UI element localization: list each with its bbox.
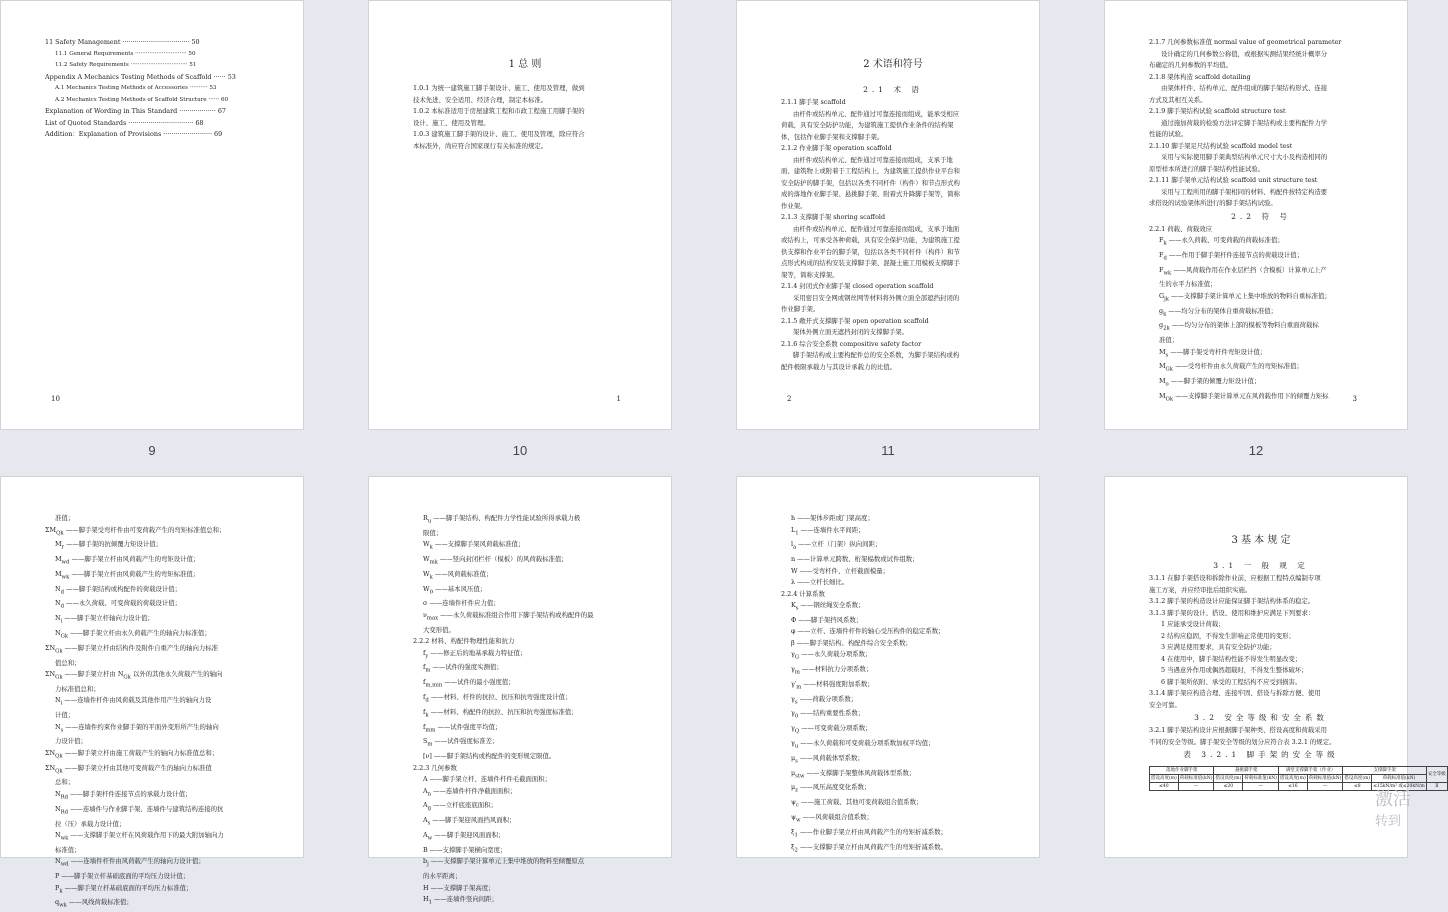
text-line: 力标准值总和； xyxy=(55,684,100,693)
table-header-cell: 支撑脚手架 xyxy=(1343,767,1426,775)
text-line: $G_{jk}$ ——支撑脚手架计算单元上集中堆放的物料自重标准值； xyxy=(1159,291,1331,303)
text-line: 准值； xyxy=(1159,336,1179,345)
text-line: 架体外侧立面无遮挡封闭的支撑脚手架。 xyxy=(793,328,909,336)
page-footer-number: 10 xyxy=(51,395,60,403)
text-line: W ——受弯杆件、立杆截面模量； xyxy=(791,566,890,575)
page-footer-number: 2 xyxy=(787,395,792,403)
text-line: $\Sigma N_{Gk}$ ——脚手架立杆由 $N_{Gk}$ 以外的其他永久荷载产生的轴向 xyxy=(45,670,223,681)
text-line: 2.1 术 语 xyxy=(863,85,923,94)
text-line: 2.2.1 荷载、荷载效应 xyxy=(1149,224,1213,233)
text-line: $K_s$ ——钢丝绳安全系数； xyxy=(791,601,865,612)
page-thumbnail[interactable] xyxy=(736,476,1040,858)
text-line: 3.1.4 脚手架应构造合理、连接牢固、搭设与拆除方便、使用 xyxy=(1149,689,1321,697)
text-line: $\mu_s$ ——风荷载体型系数； xyxy=(791,753,864,765)
table-header-cell: 落地作业脚手架 xyxy=(1150,767,1214,775)
page-content xyxy=(45,513,269,912)
text-line: $\gamma'_m$ ——材料强度附加系数； xyxy=(791,679,874,691)
text-line: 作业架。 xyxy=(781,201,807,210)
text-line: $f_m$ ——试件的强度实测值； xyxy=(423,663,503,674)
text-line: Addition：Explanation of Provisions ························ 69 xyxy=(45,130,223,138)
text-line: $\Sigma N_{Gk}$ ——脚手架立杆由结构件及附件自重产生的轴向力标准 xyxy=(45,643,219,655)
text-line: $A_w$ ——脚手架迎风面面积； xyxy=(423,831,505,842)
page-content xyxy=(413,513,637,909)
table-header-cell: 满堂支撑脚手架（作业） xyxy=(1278,767,1342,775)
text-line: $N_{Rd}$ ——连墙件与作业脚手架、连墙件与建筑结构连接的抗 xyxy=(55,804,224,815)
text-line: 1.0.1 为统一建筑施工脚手架设计、施工、使用及管理，做到 xyxy=(413,84,585,92)
text-line: $\gamma_0$ ——结构重要性系数； xyxy=(791,709,865,720)
page-content xyxy=(413,37,637,152)
text-line: $f_{mm}$ ——试件强度平均值； xyxy=(423,722,502,733)
text-line: $M_r$ ——脚手架的抗倾覆力矩设计值； xyxy=(55,540,162,551)
text-line: λ ——立杆长细比。 xyxy=(791,578,849,587)
text-line: 的水平距离； xyxy=(423,872,462,881)
table-cell: — xyxy=(1307,783,1343,791)
text-line: 2.1.1 脚手架 scaffold xyxy=(781,98,846,106)
text-line: Explanation of Wording in This Standard ·················· 67 xyxy=(45,107,227,115)
text-line: $F_d$ ——作用于脚手架杆件连接节点的荷载设计值； xyxy=(1159,250,1304,262)
page-number-label[interactable]: 11 xyxy=(881,443,895,458)
text-line: $\nu_{max}$ ——永久荷载标准组合作用下脚手架结构或构配件的最 xyxy=(423,610,594,622)
text-line: Appendix A Mechanics Testing Methods of Scaffold ······ 53 xyxy=(45,72,236,81)
text-line: $f_{m,min}$ ——试件的最小强度值； xyxy=(423,678,515,689)
watermark-line1: 激活 xyxy=(1375,789,1411,809)
text-line: 或结构上，可承受各种荷载，具有安全保护功能，为建筑施工提 xyxy=(781,236,960,244)
text-line: 2 结构应稳固，不得发生影响正常使用的变形； xyxy=(1161,631,1295,640)
text-line: $g_{2k}$ ——均匀分布的架体上部的模板等物料自重面荷载标 xyxy=(1159,321,1319,332)
text-line: $g_k$ ——均匀分布的架体自重荷载标准值； xyxy=(1159,306,1277,317)
text-line: 安全防护的脚手架，包括以各类不同杆件（构件）和节点形式构 xyxy=(781,178,960,187)
text-line: 求搭设的试验架体所进行的脚手架结构试验。 xyxy=(1149,199,1277,207)
text-line: $N_{Rd}$ ——脚手架杆件连接节点的承载力设计值； xyxy=(55,789,192,801)
text-line: 2.1.10 脚手架足尺结构试验 scaffold model test xyxy=(1149,141,1293,150)
text-line: $\xi_2$ ——支撑脚手架立杆由风荷载产生的弯矩折减系数。 xyxy=(791,842,947,853)
text-line: List of Quoted Standards ································ 68 xyxy=(45,118,204,127)
text-line: $\mu_z$ ——风压高度变化系数； xyxy=(791,783,871,794)
text-line: $b_j$ ——支撑脚手架计算单元上集中堆放的物料至倾覆原点 xyxy=(423,857,585,868)
text-line: $\gamma_m$ ——材料抗力分项系数； xyxy=(791,665,873,676)
text-line: $M_o$ ——脚手架的倾覆力矩设计值； xyxy=(1159,377,1261,388)
text-line: 由杆件或结构单元、配件通过可靠连接而组成，支承于地 xyxy=(793,155,953,164)
text-line: 1.0.2 本标准适用于房屋建筑工程和市政工程施工用脚手架的 xyxy=(413,107,585,115)
text-line: $L_1$ ——连墙件水平间距； xyxy=(791,525,865,536)
text-line: 1.0.3 建筑施工脚手架的设计、施工、使用及管理，除应符合 xyxy=(413,130,585,138)
text-line: 3.1.1 在脚手架搭设和拆除作业前，应根据工程特点编制专项 xyxy=(1149,574,1321,582)
text-line: 大变形值。 xyxy=(423,625,455,634)
table-subheader-cell: 搭设高度(m) xyxy=(1151,776,1177,781)
text-line: 11.1 General Requirements ····························· 50 xyxy=(55,50,196,57)
text-line: 11.2 Safety Requirements ································ 51 xyxy=(55,62,197,68)
text-line: 2.1.11 脚手架单元结构试验 scaffold unit structure test xyxy=(1149,176,1318,184)
page-thumbnail[interactable] xyxy=(0,476,304,909)
text-line: $N_i$ ——脚手架立杆轴向力设计值； xyxy=(55,614,154,625)
text-line: $f_d$ ——材料、杆件的抗拉、抗压和抗弯强度设计值； xyxy=(423,693,572,704)
text-line: 由杆件或结构单元、配件通过可靠连接而组成，支承于地面 xyxy=(793,224,960,233)
text-line: 11 Safety Management ································· 50 xyxy=(45,38,200,46)
page-thumbnail[interactable] xyxy=(0,0,304,430)
text-line: 2.1.6 综合安全系数 compositive safety factor xyxy=(781,339,922,348)
text-line: 配件极限承载力与其设计承载力的比值。 xyxy=(781,362,897,371)
watermark-line2: 转到 xyxy=(1375,813,1402,828)
text-line: 5 当遇意外作用或偶然超载时，不得发生整体破坏； xyxy=(1161,666,1308,674)
table-cell: ≤20 xyxy=(1214,783,1243,791)
page-number-label[interactable]: 12 xyxy=(1248,443,1264,458)
text-line: 4 在使用中，脚手架结构性能不得发生明显改变； xyxy=(1161,654,1302,663)
text-line: 计值； xyxy=(55,711,75,720)
text-line: 本标准外，尚应符合国家现行有关标准的规定。 xyxy=(413,141,548,150)
text-line: 3.1.3 脚手架的设计、搭设、使用和维护应满足下列要求： xyxy=(1149,608,1315,617)
text-line: $F_k$ ——永久荷载、可变荷载的荷载标准值； xyxy=(1159,236,1284,247)
os-activation-watermark xyxy=(1375,788,1411,832)
page-number-label[interactable]: 10 xyxy=(512,443,528,458)
text-line: $M_{Gk}$ ——受弯杆件由永久荷载产生的弯矩标准值； xyxy=(1159,362,1303,373)
text-line: $\psi_w$ ——风荷载组合值系数； xyxy=(791,812,873,824)
text-line: $\gamma_u$ ——永久荷载和可变荷载分项系数加权平均值； xyxy=(791,739,935,750)
text-line: 2.1.8 架体构造 scaffold detailing xyxy=(1149,72,1251,81)
text-line: 力设计值； xyxy=(55,737,87,746)
text-line: $l_a$ ——立杆（门架）纵向间距； xyxy=(791,540,882,551)
text-line: $W_k$ ——风荷载标准值； xyxy=(423,569,493,581)
text-line: 不同的安全等级。脚手架安全等级的划分应符合表 3.2.1 的规定。 xyxy=(1149,737,1336,746)
text-line: 2.1.4 封闭式作业脚手架 closed operation scaffold xyxy=(781,282,934,290)
text-line: 3.1.2 脚手架的构造设计应能保证脚手架结构体系的稳定。 xyxy=(1149,597,1315,605)
text-line: 成的落地作业脚手架、悬挑脚手架、附着式升降脚手架等，简称 xyxy=(781,190,960,198)
text-line: 2.2.2 材料、构配件物理性能和抗力 xyxy=(413,637,515,646)
text-line: $M_{wk}$ ——脚手架立杆由风荷载产生的弯矩标准值； xyxy=(55,569,200,581)
text-line: $F_{wk}$ ——风荷载作用在作业层栏挡（含模板）计算单元上产 xyxy=(1159,265,1327,276)
text-line: $\gamma_G$ ——永久荷载分项系数； xyxy=(791,650,872,661)
text-line: $W_0$ ——基本风压值； xyxy=(423,584,487,595)
page-footer-number: 1 xyxy=(616,395,621,403)
text-line: β ——脚手架结构、构配件综合安全系数； xyxy=(791,638,912,647)
text-line: $q_{wk}$ ——风线荷载标准值； xyxy=(55,898,133,909)
text-line: 设计、施工、使用及管理。 xyxy=(413,118,490,127)
text-line: $\gamma_Q$ ——可变荷载分项系数； xyxy=(791,724,872,735)
page-thumbnail[interactable] xyxy=(1104,0,1408,430)
text-line: 技术先进、安全适用、经济合理，制定本标准。 xyxy=(413,95,548,104)
text-line: 2.1.5 敞开式支撑脚手架 open operation scaffold xyxy=(781,316,929,325)
text-line: A ——脚手架立杆、连墙件杆件毛截面面积； xyxy=(423,775,552,784)
text-line: 标准值； xyxy=(55,845,81,854)
page-thumbnail[interactable] xyxy=(1104,476,1446,858)
text-line: 性能的试验。 xyxy=(1149,130,1188,138)
text-line: 1 应能承受设计荷载； xyxy=(1161,620,1225,628)
text-line: 供支撑和作业平台的脚手架，包括以各类不同杆件（构件）和节 xyxy=(781,247,960,256)
text-line: h ——架体步距或门架高度； xyxy=(791,514,874,522)
text-line: $N_{wd}$ ——连墙件杆件由风荷载产生的轴向力设计值； xyxy=(55,857,205,868)
text-line: $\xi_1$ ——作业脚手架立杆由风荷载产生的弯矩折减系数； xyxy=(791,827,947,838)
text-line: $W_{mk}$ ——竖向封闭栏杆（模板）的风荷载标准值； xyxy=(423,555,568,566)
text-line: 架等，简称支撑架。 xyxy=(781,270,839,279)
text-line: $A_n$ ——连墙件杆件净截面面积； xyxy=(423,786,517,797)
text-line: $W_k$ ——支撑脚手架风荷载标准值； xyxy=(423,540,525,551)
table-cell: — xyxy=(1243,783,1279,791)
page-content xyxy=(45,37,269,141)
text-line: 方式及其相互关系。 xyxy=(1149,95,1207,104)
text-line: 采用与实际使用脚手架典型结构单元尺寸大小及构造相同的 xyxy=(1161,153,1328,161)
text-line: $N_d$ ——永久荷载、可变荷载的荷载设计值； xyxy=(55,599,182,610)
page-content xyxy=(1149,513,1446,791)
text-line: 2.2 符 号 xyxy=(1231,211,1291,221)
text-line: A.2 Mechanics Testing Methods of Scaffold Structure ······ 60 xyxy=(55,96,229,103)
text-line: 3 基 本 规 定 xyxy=(1231,535,1291,546)
table-cell: Ⅱ xyxy=(1426,783,1447,791)
text-line: 采用与工程所用的脚手架相同的材料、构配件按特定构造要 xyxy=(1161,187,1328,196)
text-line: $\gamma_s$ ——荷载分项系数； xyxy=(791,694,858,705)
text-line: $\mu_{stw}$ ——支撑脚手架整体风荷载体型系数； xyxy=(791,768,916,779)
table-cell: ≤15kN/m² 或≤20kN/m xyxy=(1373,784,1425,789)
table-cell: ≤40 xyxy=(1150,783,1179,791)
table-cell: ≤16 xyxy=(1278,783,1307,791)
text-line: 2.1.7 几何参数标准值 normal value of geometrical parameter xyxy=(1149,38,1342,46)
text-line: 通过施加荷载的检验方法评定脚手架结构或主要构配件力学 xyxy=(1161,118,1328,127)
text-line: 3.1 一 般 规 定 xyxy=(1213,561,1309,570)
table-header-cell: 安全等级 xyxy=(1426,767,1447,783)
table-header-cell: 悬挑脚手架 xyxy=(1214,767,1278,775)
text-line: 2.2.3 几何参数 xyxy=(413,763,457,772)
text-line: $N_{Gk}$ ——脚手架立杆由永久荷载产生的轴向力标准值； xyxy=(55,628,211,640)
text-line: 安全可靠。 xyxy=(1149,700,1181,709)
text-line: 由杆件或结构单元、配件通过可靠连接而组成，能承受相应 xyxy=(793,109,960,118)
table-cell: — xyxy=(1178,783,1214,791)
text-line: 准值； xyxy=(55,514,75,522)
text-line: 脚手架结构或主要构配件总的安全系数，为脚手架结构或构 xyxy=(793,351,960,359)
text-line: B ——支撑脚手架横向宽度； xyxy=(423,845,507,854)
text-line: 6 脚手架所依附、承受的工程结构不应受到损害。 xyxy=(1161,677,1302,686)
text-line: 荷载，具有安全防护功能，为建筑施工提供作业条件的结构架 xyxy=(781,121,954,129)
page-thumbnail[interactable] xyxy=(368,476,672,906)
table-subheader-cell: 搭设高度(m) xyxy=(1279,776,1306,781)
text-line: 2.1.3 支撑脚手架 shoring scaffold xyxy=(781,213,886,221)
text-line: 体，包括作业脚手架和支撑脚手架。 xyxy=(781,132,884,141)
text-line: $M_{Ok}$ ——支撑脚手架计算单元在风荷载作用下的倾覆力矩标 xyxy=(1159,392,1329,403)
page-number-label[interactable]: 9 xyxy=(148,443,156,458)
table-subheader-cell: 荷载标准值(kN) xyxy=(1308,776,1342,781)
text-line: 拉（压）承载力设计值； xyxy=(55,819,126,828)
text-line: P ——脚手架立杆基础底面的平均压力设计值； xyxy=(55,872,190,881)
text-line: φ ——立杆、连墙件杆件的轴心受压构件的稳定系数； xyxy=(791,627,945,636)
text-line: $\psi_c$ ——施工荷载、其他可变荷载组合值系数； xyxy=(791,798,923,809)
table-subheader-cell: 荷载标准值(kN) xyxy=(1244,776,1277,781)
text-line: H ——支撑脚手架高度； xyxy=(423,883,495,892)
text-line: $N_i$ ——连墙件杆件由风荷载及其他作用产生的轴向力设 xyxy=(55,696,212,707)
page-thumbnail[interactable] xyxy=(736,0,1040,430)
text-line: 2 术语和符号 xyxy=(863,59,923,70)
text-line: 2.1.9 脚手架结构试验 scaffold structure test xyxy=(1149,107,1286,115)
text-line: 3.2 安全等级和安全系数 xyxy=(1194,713,1328,722)
text-line: σ ——连墙件杆件应力值； xyxy=(423,599,500,608)
text-line: 生的水平力标准值； xyxy=(1159,280,1217,289)
text-line: $H_1$ ——连墙件竖向间距； xyxy=(423,895,498,906)
text-line: 总和； xyxy=(55,778,75,787)
text-line: $\Sigma M_{Qk}$ ——脚手架受弯杆件由可变荷载产生的弯矩标准值总和； xyxy=(45,525,226,536)
text-line: $f_y$ ——修正后的地基承载力特征值； xyxy=(423,648,527,659)
text-line: 作业脚手架。 xyxy=(781,305,820,313)
text-line: $M_{wd}$ ——脚手架立杆由风荷载产生的弯矩设计值； xyxy=(55,555,200,566)
text-line: 值总和； xyxy=(55,658,81,667)
text-line: [ν] ——脚手架结构或构配件的变形规定限值。 xyxy=(423,752,556,761)
text-line: 布确定的几何参数的平均值。 xyxy=(1149,61,1233,69)
table-subheader-cell: 荷载标准值(kN) xyxy=(1372,775,1427,783)
text-line: 1 总 则 xyxy=(508,59,542,70)
text-line: $S_m$ ——试件强度标准差； xyxy=(423,737,499,748)
text-line: $M_s$ ——脚手架受弯杆件弯矩设计值； xyxy=(1159,347,1267,358)
text-line: 2.1.2 作业脚手架 operation scaffold xyxy=(781,144,892,152)
text-line: 3.2.1 脚手架结构设计应根据脚手架种类、搭设高度和荷载采用 xyxy=(1149,726,1328,734)
table-subheader-cell: 搭设高度(m) xyxy=(1344,776,1371,781)
page-content xyxy=(1149,37,1373,406)
table-subheader-cell: 搭设高度(m) xyxy=(1215,776,1242,781)
text-line: $N_d$ ——脚手架结构或构配件的荷载设计值； xyxy=(55,584,182,595)
text-line: $\Sigma N_{Qk}$ ——脚手架立杆由施工荷载产生的轴向力标准值总和； xyxy=(45,748,219,760)
text-line: 2.2.4 计算系数 xyxy=(781,589,825,598)
page-content xyxy=(781,513,1005,856)
text-line: $A_g$ ——立杆底座底面积； xyxy=(423,801,497,812)
text-line: 设计确定的几何参数公称值，或根据实测结果经统计概率分 xyxy=(1161,49,1328,58)
text-line: Φ ——脚手架挡风系数； xyxy=(791,615,863,624)
text-line: $f_k$ ——材料、构配件的抗拉、抗压和抗弯强度标准值； xyxy=(423,707,578,719)
text-line: 点形式构成的结构安装支撑脚手架、混凝土施工用模板支撑脚手 xyxy=(781,259,960,267)
table-cell: ≤8 xyxy=(1343,783,1372,791)
text-line: 由架体杆件、结构单元、配件组成的脚手架结构形式、连接 xyxy=(1161,84,1328,92)
text-line: $\Sigma N_{Qk}$ ——脚手架立杆由其他可变荷载产生的轴向力标准值 xyxy=(45,763,212,774)
text-line: n ——计算单元跨数、桁架榀数或试件组数； xyxy=(791,555,919,564)
text-line: 施工方案，并应经审批后组织实施。 xyxy=(1149,585,1252,594)
text-line: 原型样本所进行的脚手架结构性能试验。 xyxy=(1149,164,1265,173)
table-subheader-cell: 荷载标准值(kN) xyxy=(1179,776,1213,781)
page-footer-number: 3 xyxy=(1352,395,1357,403)
page-thumbnail[interactable] xyxy=(368,0,672,430)
text-line: A.1 Mechanics Testing Methods of Accessories ·········· 53 xyxy=(55,85,217,91)
text-line: 3 应满足使用要求，具有安全防护功能； xyxy=(1161,643,1276,651)
text-line: $P_k$ ——脚手架立杆基础底面的平均压力标准值； xyxy=(55,883,193,894)
text-line: $A_s$ ——脚手架迎风面挡风面积； xyxy=(423,816,516,827)
text-line: 面、建筑物上或附着于工程结构上，为建筑施工提供作业平台和 xyxy=(781,167,960,175)
page-content xyxy=(781,37,1005,373)
text-line: 表 3.2.1 脚手架的安全等级 xyxy=(1183,750,1339,759)
text-line: 采用密目安全网或钢丝网等材料将外侧立面全部遮挡封闭的 xyxy=(793,293,960,302)
text-line: $N_s$ ——连墙件约束作业脚手架的平面外变形所产生的轴向 xyxy=(55,722,219,733)
text-line: 限值； xyxy=(423,528,443,537)
text-line: $N_{wk}$ ——支撑脚手架立杆在风荷载作用下的最大附加轴向力 xyxy=(55,831,224,842)
text-line: $R_u$ ——脚手架结构、构配件力学性能试验所得承载力极 xyxy=(423,514,581,525)
